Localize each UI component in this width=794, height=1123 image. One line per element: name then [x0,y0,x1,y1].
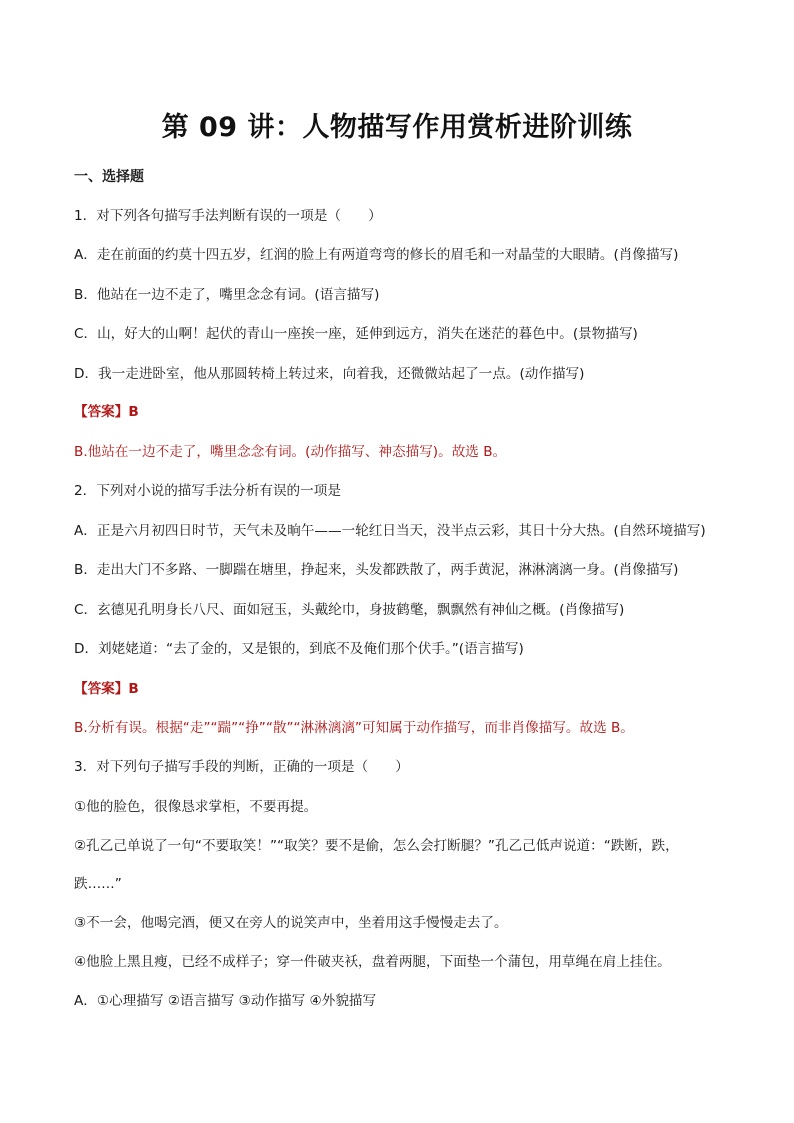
question-3-item-1: ①他的脸色，很像恳求掌柜，不要再提。 [74,799,318,815]
question-3-item-2: ②孔乙己单说了一句“不要取笑！”“取笑？要不是偷，怎么会打断腿？”孔乙己低声说道：“跌断，跌， [74,838,679,854]
answer-value: B [128,404,139,420]
question-1-option-b: B．他站在一边不走了，嘴里念念有词。(语言描写) [74,287,380,303]
question-3-item-2-continued: 跌……” [74,876,122,892]
question-1-answer [74,402,139,422]
question-3-item-4: ④他脸上黑且瘦，已经不成样子；穿一件破夹袄，盘着两腿，下面垫一个蒲包，用草绳在肩上挂住。 [74,954,671,970]
section-heading: 一、选择题 [74,169,144,185]
question-2-explanation: B.分析有误。根据“走”“踹”“挣”“散”“淋淋漓漓”可知属于动作描写，而非肖像描写。故选 B。 [74,720,634,736]
question-2-option-a: A．正是六月初四日时节，天气未及晌午——一轮红日当天，没半点云彩，其日十分大热。(自然环境描写) [74,523,706,539]
question-1-option-a: A．走在前面的约莫十四五岁，红润的脸上有两道弯弯的修长的眉毛和一对晶莹的大眼睛。(肖像描写) [74,247,679,263]
question-2-stem: 2．下列对小说的描写手法分析有误的一项是 [74,483,341,499]
question-2-option-b: B．走出大门不多路、一脚踹在塘里，挣起来，头发都跌散了，两手黄泥，淋淋漓漓一身。(肖像描写) [74,562,679,578]
question-1-option-c: C．山，好大的山啊！起伏的青山一座挨一座，延伸到远方，消失在迷茫的暮色中。(景物描写) [74,326,638,342]
question-1-option-d: D．我一走进卧室，他从那圆转椅上转过来，向着我，还微微站起了一点。(动作描写) [74,366,585,382]
question-2-option-c: C．玄德见孔明身长八尺、面如冠玉，头戴纶巾，身披鹤氅，飘飘然有神仙之概。(肖像描写) [74,602,625,618]
page-title: 第 09 讲：人物描写作用赏析进阶训练 [161,112,633,143]
question-2-answer [74,679,139,699]
question-3-item-3: ③不一会，他喝完酒，便又在旁人的说笑声中，坐着用这手慢慢走去了。 [74,915,508,931]
question-1-explanation: B.他站在一边不走了，嘴里念念有词。(动作描写、神态描写)。故选 B。 [74,444,507,460]
answer-tag: 【答案】 [74,681,129,697]
question-2-option-d: D．刘姥姥道：“去了金的，又是银的，到底不及俺们那个伏手。”(语言描写) [74,641,524,657]
answer-value: B [128,681,139,697]
question-1-stem: 1．对下列各句描写手法判断有误的一项是（ ） [74,208,382,224]
question-3-option-a: A．①心理描写 ②语言描写 ③动作描写 ④外貌描写 [74,993,377,1009]
answer-tag: 【答案】 [74,404,129,420]
question-3-stem: 3．对下列句子描写手段的判断，正确的一项是（ ） [74,759,409,775]
